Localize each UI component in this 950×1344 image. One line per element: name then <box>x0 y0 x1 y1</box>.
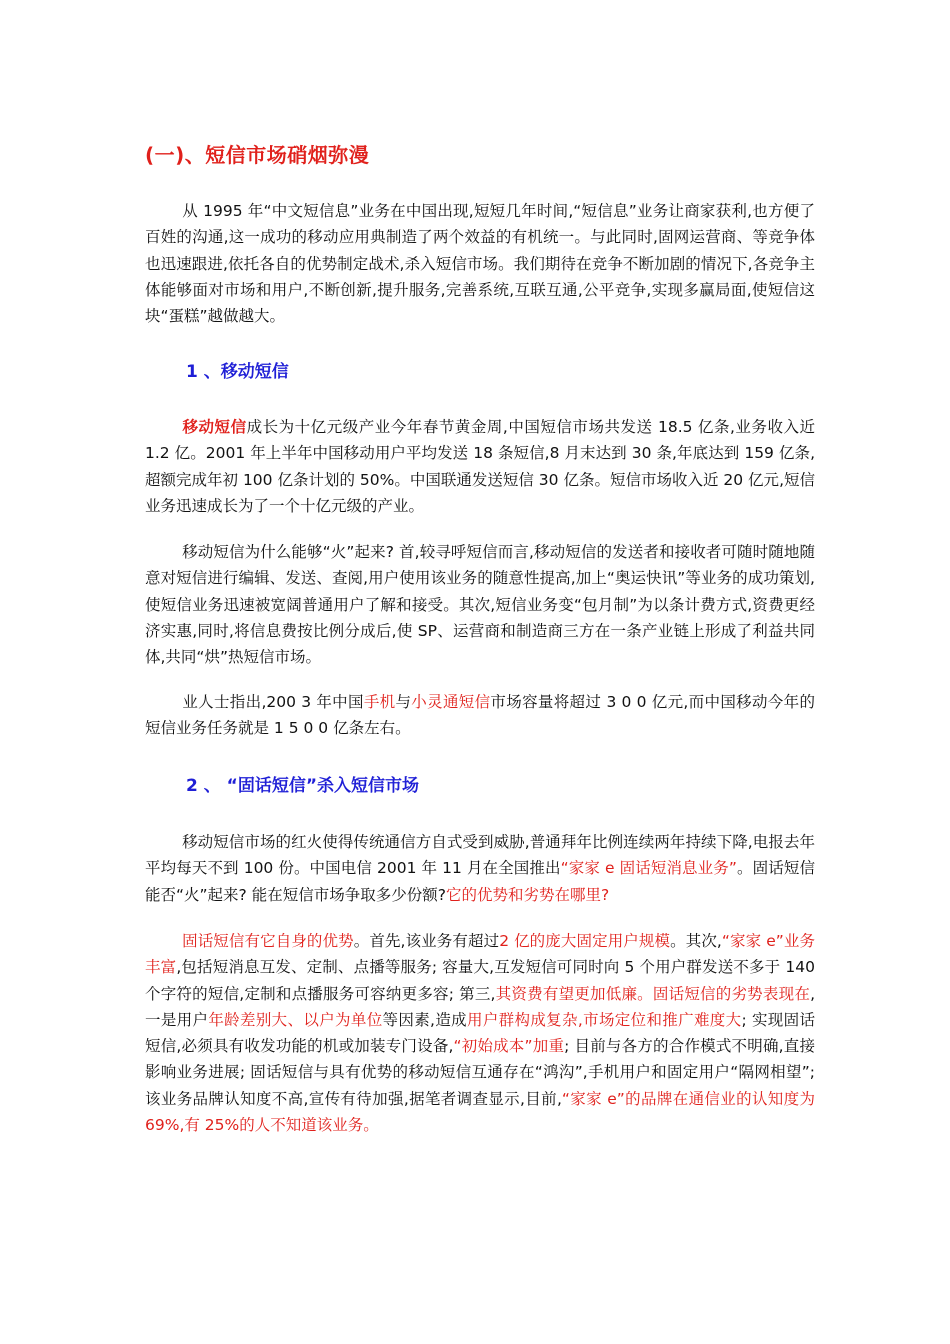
paragraph-intro <box>145 198 815 329</box>
paragraph-why-popular <box>145 539 815 670</box>
paragraph-mobile-growth-text: 成长为十亿元级产业今年春节黄金周,中国短信市场共发送 18.5 亿条,业务收入近 1.2 亿。2001 年上半年中国移动用户平均发送 18 条短信,8 月末达到 30 条,年底达到 159 亿条,超额完成年初 100 亿条计划的 50%。中国联通发送短信 30 亿条。短信市场收入近 20 亿元,短信业务迅速成长为了一个十亿元级的产业。 <box>145 418 815 515</box>
text-segment: 业人士指出,200 3 年中国 <box>182 693 364 711</box>
text-segment: 。固话短信能否“火”起来? 能在短信市场争取多少份额? <box>145 859 815 904</box>
paragraph-intro-text: 从 1995 年“中文短信息”业务在中国出现,短短几年时间,“短信息”业务让商家获利,也方便了百姓的沟通,这一成功的移动应用典制造了两个效益的有机统一。与此同时,固网运营商、等竞争体也迅速跟进,依托各自的优势制定战术,杀入短信市场。我们期待在竞争不断加剧的情况下,各竞争主体能够面对市场和用户,不断创新,提升服务,完善系统,互联互通,公平竞争,实现多赢局面,使短信这块“蛋糕”越做越大。 <box>145 202 815 326</box>
highlight-low-fees-disadvantage: 其资费有望更加低廉。固话短信的劣势表现在 <box>495 984 811 1003</box>
highlight-user-scale: 2 亿的庞大固定用户规模 <box>499 932 671 950</box>
paragraph-why-popular-text: 移动短信为什么能够“火”起来? 首,较寻呼短信而言,移动短信的发送者和接收者可随时随地随意对短信进行编辑、发送、查阅,用户使用该业务的随意性提高,加上“奥运快讯”等业务的成功策划,使短信业务迅速被宽阔普通用户了解和接受。其次,短信业务变“包月制”为以条计费方式,资费更经济实惠,同时,将信息费按比例分成后,使 SP、运营商和制造商三方在一条产业链上形成了利益共同体,共同“烘”热短信市场。 <box>145 543 815 667</box>
paragraph-mobile-growth <box>145 414 815 519</box>
text-segment: 等因素,造成 <box>382 1010 467 1029</box>
main-heading: (一)、短信市场硝烟弥漫 <box>145 143 370 167</box>
phs-sms-link[interactable]: 小灵通短信 <box>411 693 491 711</box>
paragraph-fixed-analysis <box>145 928 815 1138</box>
highlight-rich-services: “家家 e”业务丰富 <box>145 932 815 977</box>
highlight-complex-market: 用户群构成复杂,市场定位和推广难度大 <box>467 1010 742 1029</box>
paragraph-fixed-launch <box>145 829 815 908</box>
section-heading-mobile-sms: 1 、移动短信 <box>186 362 289 382</box>
highlight-initial-cost: “初始成本”加重 <box>453 1037 565 1056</box>
text-segment: 与 <box>395 693 412 711</box>
text-segment: ,包括短消息互发、定制、点播等服务; 容量大,互发短信可同时向 5 个用户群发送不多于 140 个字符的短信,定制和点播服务可容纳更多容; 第三, <box>145 958 815 1003</box>
text-segment: 。首先,该业务有超过 <box>353 932 500 950</box>
text-segment: ; 目前与各方的合作模式不明确,直接影响业务进展; 固话短信与具有优势的移动短信互通存在“鸿沟”,手机用户和固定用户“隔网相望”; 该业务品牌认知度不高,宣传有待加强,据笔者调查显示,目前, <box>145 1037 816 1108</box>
paragraph-market-capacity <box>145 689 815 742</box>
text-segment: ; 实现固话短信,必须具有收发功能的机或加装专门设备, <box>145 1010 815 1056</box>
text-segment: 移动短信市场的红火使得传统通信方自式受到威胁,普通拜年比例连续两年持续下降,电报去年平均每天不到 100 份。中国电信 2001 年 11 月在全国推出 <box>145 833 815 878</box>
text-segment: 。其次, <box>670 932 722 950</box>
mobile-sms-link[interactable]: 移动短信 <box>182 418 247 436</box>
highlight-brand-awareness: “家家 e”的品牌在通信业的认知度为 69%,有 25%的人不知道该业务。 <box>145 1089 815 1135</box>
highlight-advantage: 固话短信有它自身的优势 <box>182 932 354 950</box>
text-segment: ,一是用户 <box>145 984 815 1029</box>
section-heading-fixed-sms: 2 、 “固话短信”杀入短信市场 <box>186 776 420 796</box>
highlight-jiajia-e: “家家 e 固话短消息业务” <box>560 859 737 878</box>
mobile-phone-link[interactable]: 手机 <box>363 693 396 711</box>
highlight-age-household: 年龄差别大、以户为单位 <box>208 1010 383 1029</box>
highlight-pros-cons-question: 它的优势和劣势在哪里? <box>445 885 610 904</box>
text-segment: 市场容量将超过 3 0 0 亿元,而中国移动今年的短信业务任务就是 1 5 0 0 亿条左右。 <box>145 693 815 738</box>
